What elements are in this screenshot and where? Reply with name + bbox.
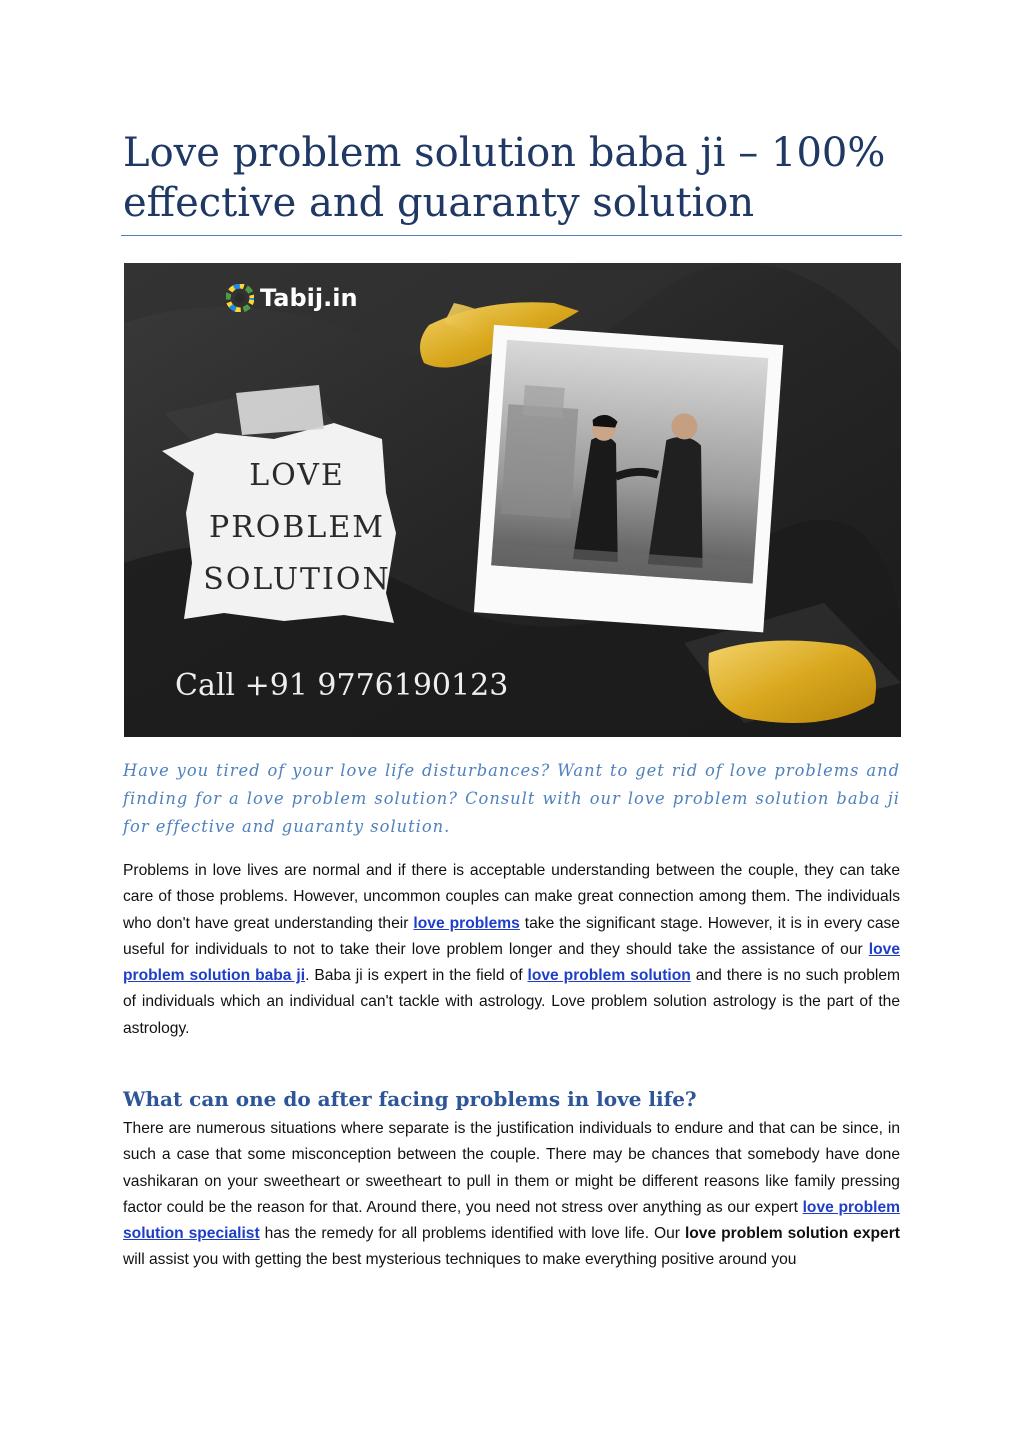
tabij-logo xyxy=(226,280,358,316)
link-love-problems[interactable]: love problems xyxy=(413,914,520,932)
link-love-problem-solution-specialist[interactable]: love problem solution specialist xyxy=(123,1198,900,1243)
body-paragraph-2 xyxy=(123,1116,900,1274)
page-title: Love problem solution baba ji – 100% effective and guaranty solution xyxy=(123,130,886,226)
link-love-problem-solution-baba-ji[interactable]: love problem solution baba ji xyxy=(123,940,900,985)
text-run: There are numerous situations where separate is the justification individuals to endure and that can be since, in such a case that some misconception between the couple. There may be chances that somebody have done vashikaran on your sweetheart or sweetheart to pull in them or might be different reasons like family pressing factor could be the reason for that. Around there, you need not stress over anything as our expert xyxy=(123,1120,900,1216)
note-text xyxy=(192,450,402,606)
text-run: and there is no such problem of individuals which an individual can't tackle with astrology. Love problem solution astrology is the part of the astrology. xyxy=(123,967,901,1037)
text-run: has the remedy for all problems identified with love life. Our xyxy=(259,1225,685,1243)
text-run: Problems in love lives are normal and if there is acceptable understanding between the couple, they can take care of those problems. However, uncommon couples can make great connection among them. The individuals who don't have great understanding their xyxy=(123,862,900,932)
text-run: take the significant stage. However, it is in every case useful for individuals to not to take their love problem longer and they should take the assistance of our xyxy=(123,914,900,958)
note-line: LOVE xyxy=(249,458,345,493)
bold-phrase: love problem solution expert xyxy=(684,1225,900,1243)
body-paragraph-1 xyxy=(123,858,900,1042)
title-underline xyxy=(121,235,902,236)
call-number-text: Call +91 9776190123 xyxy=(175,668,509,703)
section-heading: What can one do after facing problems in love life? xyxy=(123,1087,697,1111)
intro-paragraph: Have you tired of your love life disturbances? Want to get rid of love problems and finding for a love problem solution? Consult with our love problem solution baba ji for effective and guaranty solution. xyxy=(123,761,900,836)
logo-text: Tabij.in xyxy=(260,284,358,312)
note-line: SOLUTION xyxy=(203,562,391,597)
note-line: PROBLEM xyxy=(209,510,385,545)
color-wheel-icon xyxy=(226,284,254,312)
gold-stroke-bottom xyxy=(708,641,876,724)
text-run: . Baba ji is expert in the field of xyxy=(305,967,528,985)
tape-strip xyxy=(236,385,324,435)
link-love-problem-solution[interactable]: love problem solution xyxy=(527,967,691,985)
text-run: will assist you with getting the best mysterious techniques to make everything positive around you xyxy=(123,1251,797,1269)
